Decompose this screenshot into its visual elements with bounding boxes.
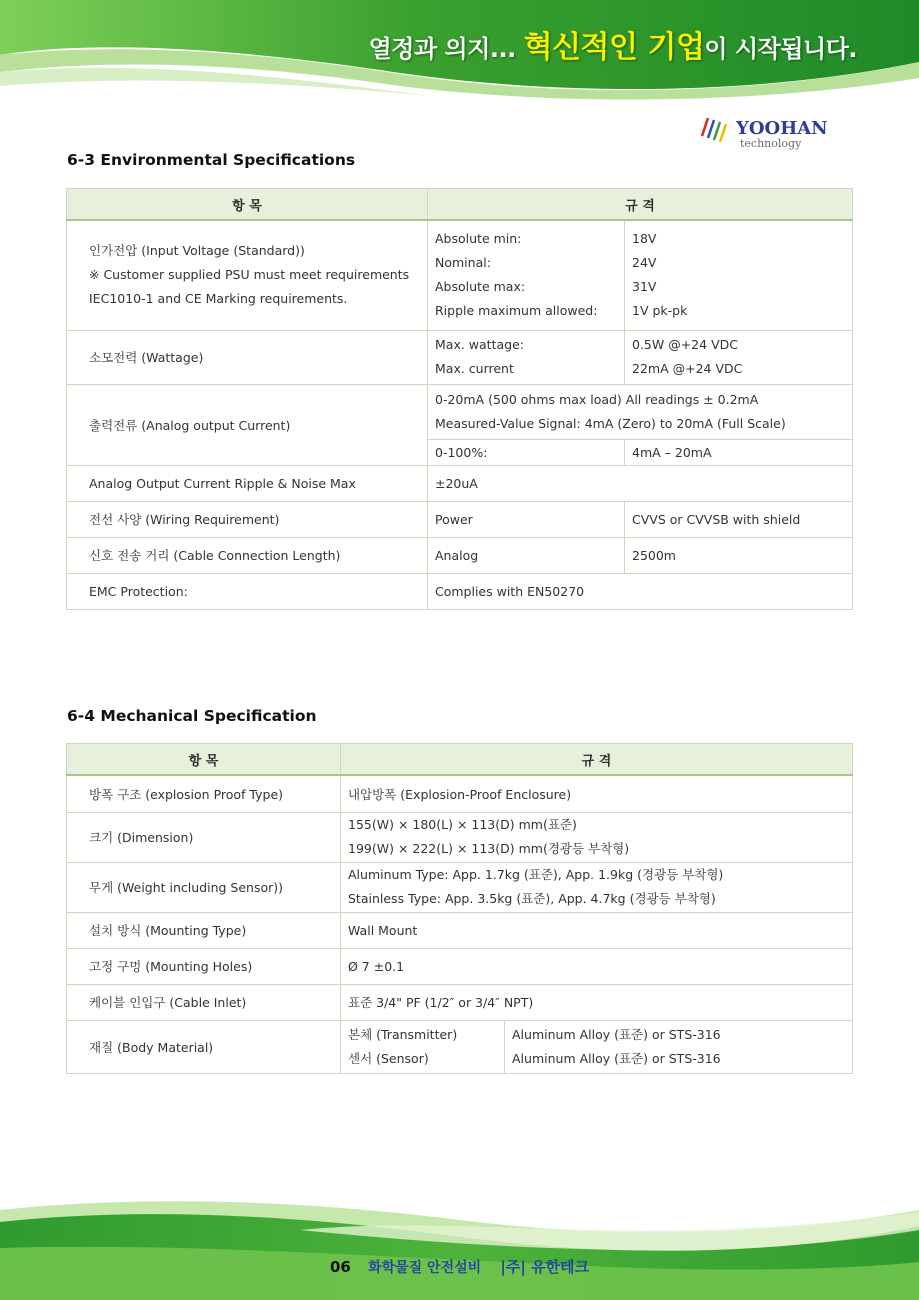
table-row [67,220,853,330]
table-row [67,984,853,1020]
spec-value: 199(W) × 222(L) × 113(D) mm(경광등 부착형) [348,841,630,856]
wiring-label: 전선 사양 (Wiring Requirement) [67,501,428,537]
mech-section-title: 6-4 Mechanical Specification [67,707,317,725]
material-keys [341,1020,505,1073]
table-row [67,537,853,573]
dimension-label: 크기 (Dimension) [67,812,341,862]
table-row [67,501,853,537]
spec-key: Absolute max: [435,279,526,295]
mounting-holes-label: 고정 구멍 (Mounting Holes) [67,948,341,984]
spec-key: 본체 (Transmitter) [348,1026,458,1042]
spec-value: Wall Mount [341,912,853,948]
analog-output-desc [428,384,853,439]
slogan-part1: 열정과 의지... [368,35,524,63]
slogan-part2: 이 시작됩니다. [704,35,857,63]
mounting-type-label: 설치 방식 (Mounting Type) [67,912,341,948]
input-voltage-keys [428,220,625,330]
wattage-label: 소모전력 (Wattage) [67,330,428,384]
table-row [67,465,853,501]
emc-label: EMC Protection: [67,573,428,609]
weight-values [341,862,853,912]
footer-category: 화학물질 안전설비 [368,1260,482,1276]
spec-value: CVVS or CVVSB with shield [625,501,853,537]
footer-banner [0,1190,919,1300]
env-section-title: 6-3 Environmental Specifications [67,151,356,169]
spec-key: 0-100%: [428,439,625,465]
spec-value: 0-20mA (500 ohms max load) All readings ± 0.2mA [435,391,759,407]
spec-value: 22mA @+24 VDC [632,361,743,376]
wattage-values [625,330,853,384]
spec-value: Measured-Value Signal: 4mA (Zero) to 20mA (Full Scale) [435,415,786,431]
header-slogan [369,22,857,66]
table-row [67,862,853,912]
spec-key: Analog [428,537,625,573]
spec-key: Nominal: [435,255,491,271]
spec-value: 표준 3/4" PF (1/2″ or 3/4″ NPT) [341,984,853,1020]
spec-value: Stainless Type: App. 3.5kg (표준), App. 4.7kg (경광등 부착형) [348,891,716,906]
body-material-label: 재질 (Body Material) [67,1020,341,1073]
spec-value: ±20uA [428,465,853,501]
input-voltage-values [625,220,853,330]
table-header-row [67,189,853,221]
spec-value: 4mA – 20mA [625,439,853,465]
spec-key: Max. current [435,361,514,376]
spec-value: Aluminum Type: App. 1.7kg (표준), App. 1.9kg (경광등 부착형) [348,867,724,882]
input-voltage-note1: ※ Customer supplied PSU must meet requirements [89,267,410,283]
spec-value: 내압방폭 (Explosion-Proof Enclosure) [341,775,853,812]
spec-key: Power [428,501,625,537]
mech-spec-table [66,743,853,1074]
spec-value: 2500m [625,537,853,573]
proof-type-label: 방폭 구조 (explosion Proof Type) [67,775,341,812]
col-item-header: 항 목 [67,189,428,221]
table-row [67,948,853,984]
env-spec-table [66,188,853,610]
material-values [505,1020,853,1073]
slogan-highlight: 혁신적인 기업 [523,30,705,65]
company-logo [700,112,845,152]
spec-value: 31V [632,279,657,295]
table-row [67,1020,853,1073]
table-row [67,384,853,439]
table-row [67,775,853,812]
spec-key: Ripple maximum allowed: [435,303,598,319]
input-voltage-name: 인가전압 (Input Voltage (Standard)) [89,243,305,259]
logo-text: YOOHAN [736,118,828,139]
page-footer [0,1256,919,1277]
logo-sub: technology [740,137,802,150]
table-header-row [67,744,853,776]
spec-key: Absolute min: [435,231,522,247]
table-row [67,573,853,609]
spec-value: 155(W) × 180(L) × 113(D) mm(표준) [348,817,577,832]
weight-label: 무게 (Weight including Sensor)) [67,862,341,912]
col-spec-header: 규 격 [341,744,853,776]
table-row [67,330,853,384]
spec-key: 센서 (Sensor) [348,1050,429,1066]
footer-company: |주| 유한테크 [500,1258,590,1276]
wattage-keys [428,330,625,384]
spec-key: Max. wattage: [435,337,524,352]
spec-value: Aluminum Alloy (표준) or STS-316 [512,1050,721,1066]
spec-value: Ø 7 ±0.1 [341,948,853,984]
table-row [67,912,853,948]
dimension-values [341,812,853,862]
spec-value: Aluminum Alloy (표준) or STS-316 [512,1026,721,1042]
spec-value: 24V [632,255,657,271]
page-number: 06 [329,1258,351,1276]
col-item-header: 항 목 [67,744,341,776]
spec-value: 18V [632,231,657,247]
table-row [67,812,853,862]
col-spec-header: 규 격 [428,189,853,221]
spec-value: Complies with EN50270 [428,573,853,609]
cable-inlet-label: 케이블 인입구 (Cable Inlet) [67,984,341,1020]
analog-output-label: 출력전류 (Analog output Current) [67,384,428,465]
spec-value: 1V pk-pk [632,303,688,319]
input-voltage-label [67,220,428,330]
spec-value: 0.5W @+24 VDC [632,337,738,352]
ripple-label: Analog Output Current Ripple & Noise Max [67,465,428,501]
cable-length-label: 신호 전송 거리 (Cable Connection Length) [67,537,428,573]
input-voltage-note2: IEC1010-1 and CE Marking requirements. [89,291,348,307]
